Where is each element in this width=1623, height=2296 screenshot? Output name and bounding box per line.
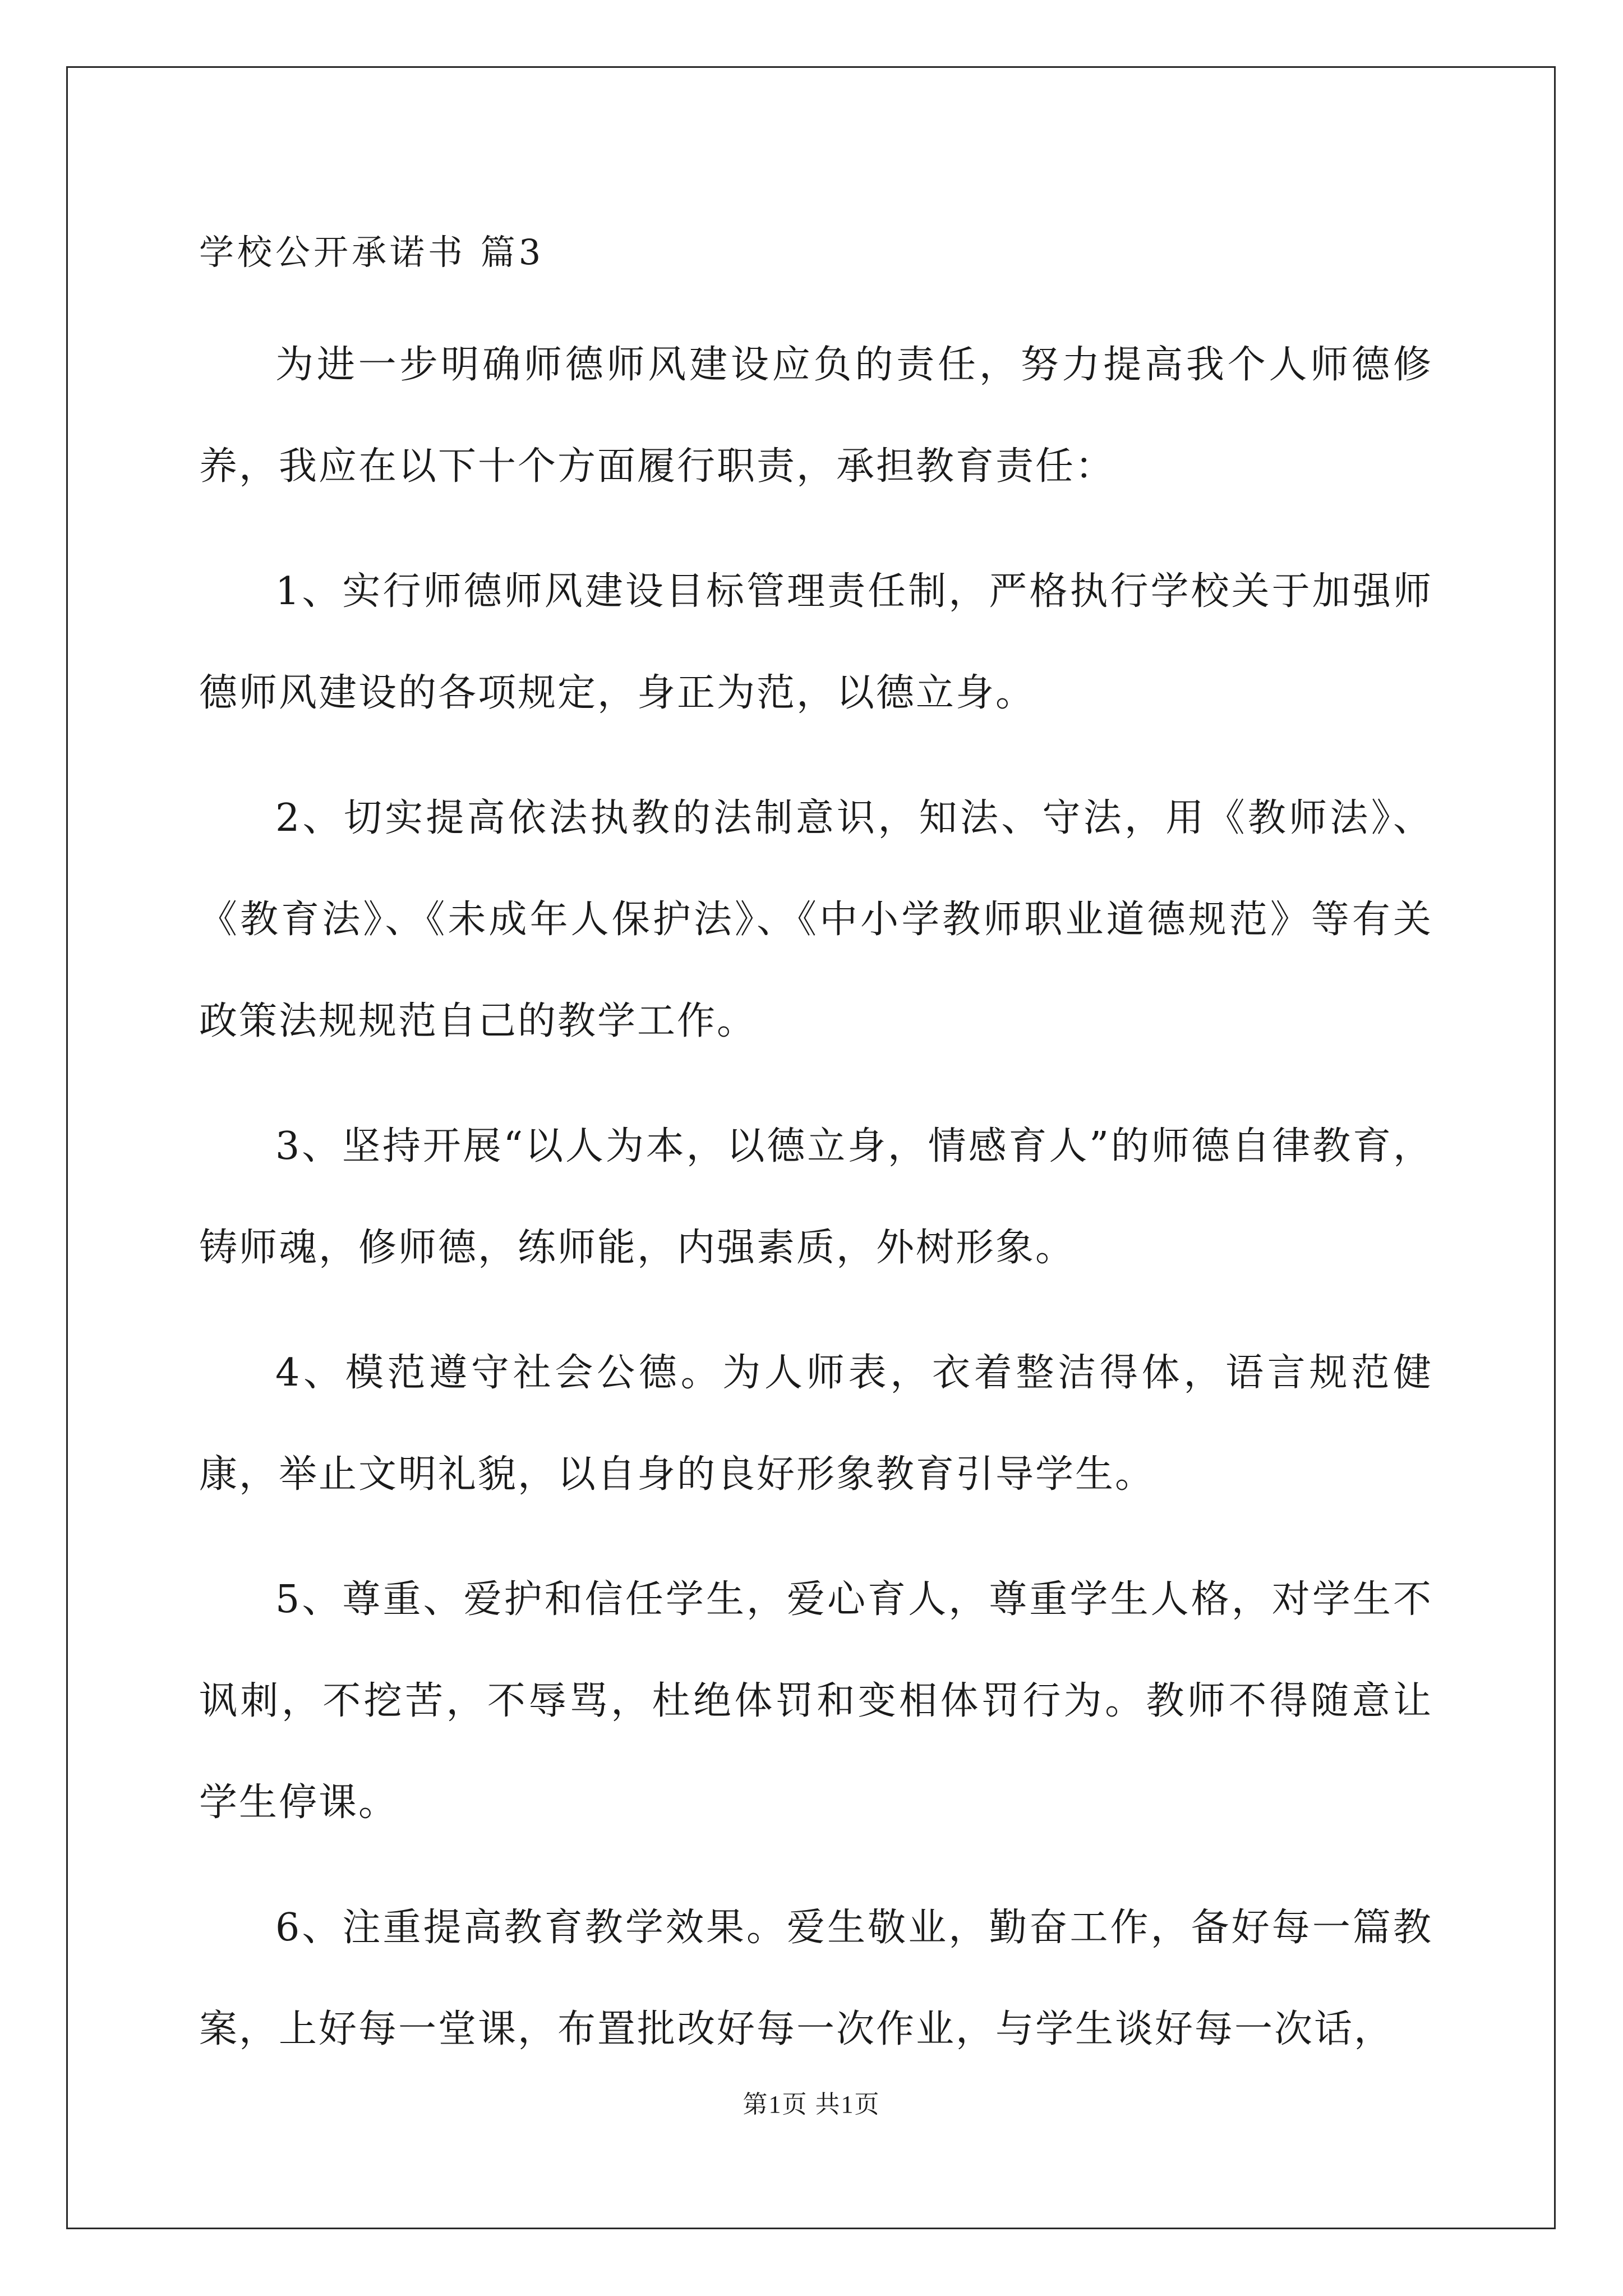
paragraph-item-6: 6、注重提高教育教学效果。爱生敬业，勤奋工作，备好每一篇教案，上好每一堂课，布置批改好每一次作业，与学生谈好每一次话， xyxy=(199,1906,1433,2051)
document-title: 学校公开承诺书 篇3 xyxy=(199,232,545,273)
paragraph-item-4: 4、模范遵守社会公德。为人师表，衣着整洁得体，语言规范健康，举止文明礼貌，以自身的良好形象教育引导学生。 xyxy=(199,1351,1433,1497)
paragraph-item-2: 2、切实提高依法执教的法制意识，知法、守法，用《教师法》、《教育法》、《未成年人保护法》、《中小学教师职业道德规范》等有关政策法规规范自己的教学工作。 xyxy=(199,796,1433,1043)
document-body xyxy=(199,219,1433,2104)
paragraph-item-1: 1、实行师德师风建设目标管理责任制，严格执行学校关于加强师德师风建设的各项规定，身正为范，以德立身。 xyxy=(199,569,1433,715)
paragraph-intro: 为进一步明确师德师风建设应负的责任，努力提高我个人师德修养，我应在以下十个方面履行职责，承担教育责任： xyxy=(199,343,1433,489)
page-number-footer: 第1页 共1页 xyxy=(743,2091,880,2118)
paragraph-item-5: 5、尊重、爱护和信任学生，爱心育人，尊重学生人格，对学生不讽刺，不挖苦，不辱骂，杜绝体罚和变相体罚行为。教师不得随意让学生停课。 xyxy=(199,1577,1433,1825)
paragraph-item-3: 3、坚持开展“以人为本，以德立身，情感育人”的师德自律教育，铸师魂，修师德，练师能，内强素质，外树形象。 xyxy=(199,1124,1433,1270)
